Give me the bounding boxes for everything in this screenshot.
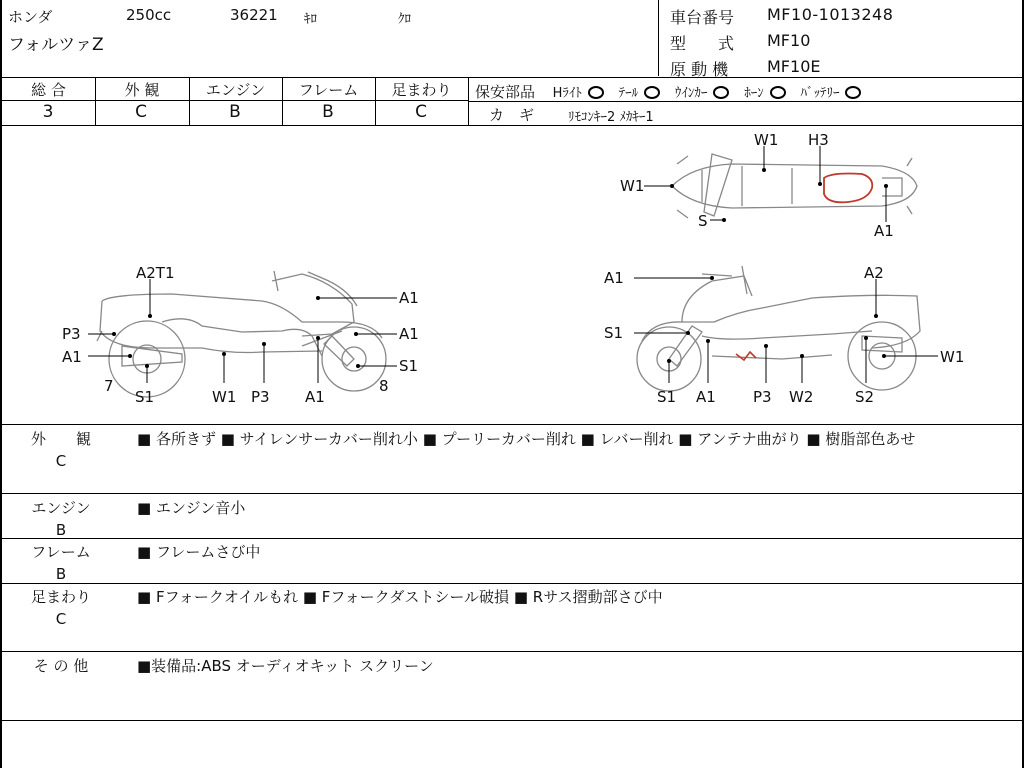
safety-label: 保安部品 xyxy=(475,83,536,101)
label-right-w1: W1 xyxy=(940,348,965,366)
grade-engine: B xyxy=(229,102,241,122)
leader-lines xyxy=(88,146,938,383)
engine-value: MF10E xyxy=(767,57,821,76)
label-left-a1-fork: A1 xyxy=(399,325,419,343)
label-left-p3-bottom: P3 xyxy=(251,388,270,406)
safety-item-headlight: Hﾗｲﾄ xyxy=(552,86,582,101)
label-left-8: 8 xyxy=(379,377,389,395)
ok-circle-icon xyxy=(845,86,861,99)
damage-diagram xyxy=(2,126,1022,424)
detail-engine-label: エンジン B xyxy=(31,499,91,539)
grade-overall: 3 xyxy=(42,102,54,122)
detail-appearance-text: ■ 各所きず ■ サイレンサーカバー削れ小 ■ プーリーカバー削れ ■ レバー削れ ■ アンテナ曲がり ■ 樹脂部色あせ xyxy=(137,430,916,448)
label-right-a2: A2 xyxy=(864,264,884,282)
label-left-w1: W1 xyxy=(212,388,237,406)
label-left-a2t1: A2T1 xyxy=(136,264,175,282)
type-label: 型 式 xyxy=(670,34,735,53)
ok-circle-icon xyxy=(770,86,786,99)
motorcycle-left-side-sketch xyxy=(97,271,386,397)
safety-item-horn: ﾎｰﾝ xyxy=(744,86,764,101)
label-top-a1: A1 xyxy=(874,222,894,240)
label-left-7: 7 xyxy=(104,377,114,395)
frame-no-label: 車台番号 xyxy=(670,8,735,27)
safety-item-tail: ﾃｰﾙ xyxy=(618,86,639,101)
displacement: 250cc xyxy=(126,6,172,24)
grade-header-frame: フレーム xyxy=(298,81,359,99)
ok-circle-icon xyxy=(713,86,729,99)
mileage-unit: ｷﾛ xyxy=(304,12,317,27)
ok-circle-icon xyxy=(644,86,660,99)
grade-header-appearance: 外 観 xyxy=(124,81,160,99)
label-top-w1b: W1 xyxy=(620,177,645,195)
label-right-s1: S1 xyxy=(604,324,624,342)
safety-parts-row xyxy=(475,81,871,102)
detail-engine-text: ■ エンジン音小 xyxy=(137,499,246,517)
model-name: フォルツァZ xyxy=(8,35,104,55)
motorcycle-right-side-sketch xyxy=(637,266,920,391)
grade-frame: B xyxy=(322,102,334,122)
grade-header-engine: エンジン xyxy=(205,81,266,99)
label-left-a1-bottom: A1 xyxy=(305,388,325,406)
label-right-s1-bottom: S1 xyxy=(657,388,677,406)
label-left-a1-rear: A1 xyxy=(62,348,82,366)
grade-appearance: C xyxy=(135,102,147,122)
grade-header-suspension: 足まわり xyxy=(391,81,452,99)
engine-label: 原 動 機 xyxy=(670,60,729,79)
detail-other-label: そ の 他 xyxy=(33,657,89,675)
ok-circle-icon xyxy=(588,86,604,99)
key-label: カ ギ xyxy=(489,106,535,124)
type-value: MF10 xyxy=(767,31,811,50)
label-right-s2: S2 xyxy=(855,388,875,406)
grade-header-overall: 総 合 xyxy=(31,81,66,99)
frame-no: MF10-1013248 xyxy=(767,5,894,24)
color: ｸﾛ xyxy=(398,12,411,27)
label-top-s: S xyxy=(698,212,708,230)
label-top-h3: H3 xyxy=(808,131,829,149)
label-right-a1: A1 xyxy=(604,269,624,287)
safety-item-winker: ｳｲﾝｶｰ xyxy=(674,86,708,101)
damage-mark-h3 xyxy=(824,174,872,203)
label-right-a1-bottom: A1 xyxy=(696,388,716,406)
detail-suspension-label: 足まわり C xyxy=(30,588,91,628)
detail-appearance-label: 外 観 C xyxy=(30,430,91,470)
maker: ホンダ xyxy=(8,8,53,26)
key-value: ﾘﾓｺﾝｷｰ2 ﾒｶｷｰ1 xyxy=(568,110,654,125)
detail-frame-label: フレーム B xyxy=(31,543,91,583)
motorcycle-top-view-sketch xyxy=(672,154,917,218)
detail-suspension-text: ■ Fフォークオイルもれ ■ Fフォークダストシール破損 ■ Rサス摺動部さび中 xyxy=(137,588,663,606)
detail-other-text: ■装備品:ABS オーディオキット スクリーン xyxy=(137,657,434,675)
grade-suspension: C xyxy=(415,102,427,122)
diagram-labels xyxy=(62,131,964,406)
label-right-w2: W2 xyxy=(789,388,814,406)
label-left-s1-rear: S1 xyxy=(135,388,155,406)
label-top-w1a: W1 xyxy=(754,131,779,149)
label-left-s1-front: S1 xyxy=(399,357,419,375)
label-left-p3: P3 xyxy=(62,325,81,343)
detail-frame-text: ■ フレームさび中 xyxy=(137,543,261,561)
mileage: 36221 xyxy=(230,6,278,24)
safety-item-battery: ﾊﾞｯﾃﾘｰ xyxy=(800,86,840,101)
label-right-p3: P3 xyxy=(753,388,772,406)
label-left-a1-screen: A1 xyxy=(399,289,419,307)
